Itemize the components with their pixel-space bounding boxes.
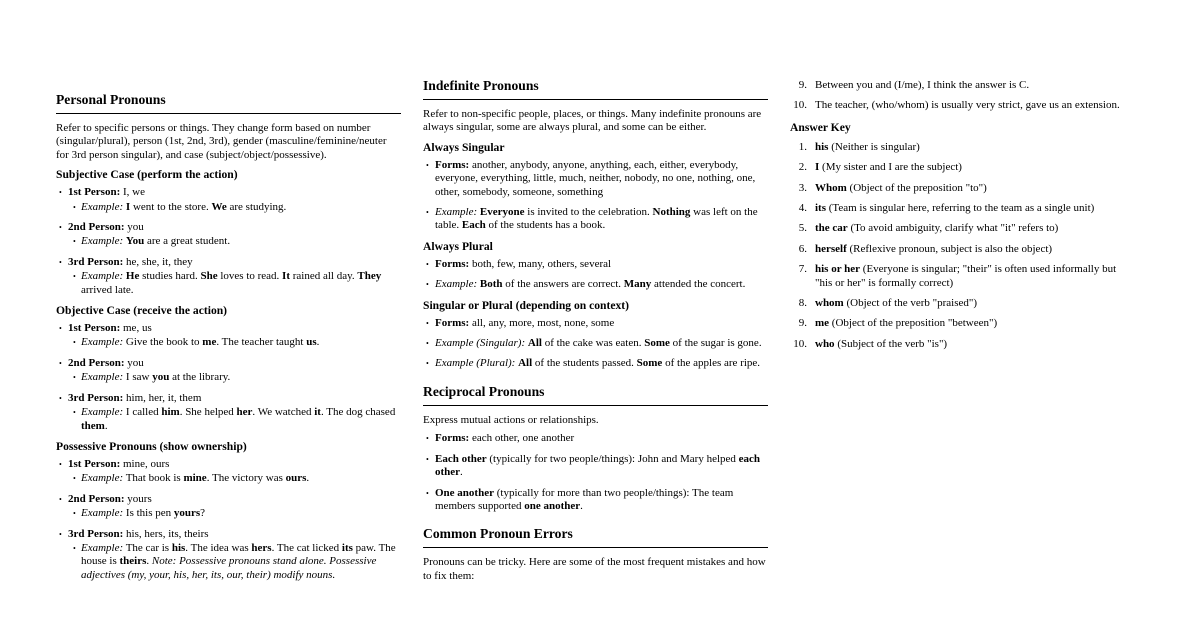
- column-answer-key: [790, 79, 1135, 358]
- practice-item-text: The teacher, (who/whom) is usually very strict, gave us an extension.: [815, 99, 1120, 112]
- example-item: [68, 406, 401, 433]
- answer-text: herself (Reflexive pronoun, subject is also the object): [815, 242, 1053, 255]
- bullet-item: [423, 159, 768, 199]
- bullet-text: One another (typically for more than two people/things): The team members supported one another.: [435, 486, 734, 512]
- intro-common-pronoun-errors: Pronouns can be tricky. Here are some of the most frequent mistakes and how to fix them:: [423, 556, 766, 582]
- answer-text: its (Team is singular here, referring to the team as a single unit): [815, 202, 1095, 215]
- bullet-text: 1st Person: I, we: [68, 186, 145, 199]
- bullet-text: Example: Both of the answers are correct. Many attended the concert.: [435, 278, 746, 291]
- example-text: Example: You are a great student.: [81, 235, 231, 248]
- heading-subjective-case: Subjective Case (perform the action): [56, 168, 238, 182]
- answer-number: 10.: [793, 337, 807, 350]
- example-text: Example: I saw you at the library.: [81, 371, 231, 384]
- bullet-text: 3rd Person: his, hers, its, theirs: [68, 527, 209, 540]
- bullet-item: [56, 528, 401, 583]
- answer-number: 6.: [798, 242, 807, 255]
- answer-text: I (My sister and I are the subject): [815, 161, 962, 174]
- heading-always-singular: Always Singular: [423, 140, 505, 154]
- example-text: Example: The car is his. The idea was hers. The cat licked its paw. The house is theirs. Note: Possessive pronouns stand alone. Possessive adjectives (my, your, his, her, its, our, their) modify nouns.: [81, 541, 396, 581]
- bullet-item: [56, 357, 401, 385]
- intro-personal-pronouns: Refer to specific persons or things. They change form based on number (singular/plural), person (1st, 2nd, 3rd), gender (masculine/feminine/neuter for 3rd person singular), and case (subject/object/possessive).: [56, 122, 387, 161]
- example-text: Example: Is this pen yours?: [81, 507, 206, 520]
- bullet-text: Example (Singular): All of the cake was eaten. Some of the sugar is gone.: [435, 337, 762, 350]
- answer-row: [790, 243, 1135, 256]
- answer-row: [790, 161, 1135, 174]
- column-indefinite-pronouns: [423, 78, 768, 588]
- answer-number: 1.: [798, 140, 807, 153]
- answer-row: [790, 141, 1135, 154]
- example-item: [68, 507, 401, 520]
- heading-personal-pronouns: Personal Pronouns: [56, 92, 401, 114]
- bullet-item: [56, 392, 401, 433]
- heading-reciprocal-pronouns: Reciprocal Pronouns: [423, 384, 768, 406]
- bullet-item: [423, 278, 768, 291]
- singular-or-plural-list: [423, 317, 768, 371]
- reciprocal-list: [423, 432, 768, 513]
- bullet-text: Each other (typically for two people/things): John and Mary helped each other.: [435, 452, 761, 479]
- bullet-item: [423, 357, 768, 370]
- always-singular-list: [423, 159, 768, 233]
- column-personal-pronouns: [56, 92, 401, 589]
- example-text: Example: He studies hard. She loves to read. It rained all day. They arrived late.: [81, 270, 382, 296]
- answer-number: 7.: [798, 263, 807, 276]
- answer-text: his or her (Everyone is singular; "their" is often used informally but "his or her" is formally correct): [815, 263, 1117, 289]
- practice-item: [790, 99, 1135, 112]
- answer-text: his (Neither is singular): [815, 140, 920, 153]
- bullet-text: Forms: all, any, more, most, none, some: [435, 316, 615, 329]
- bullet-item: [56, 322, 401, 350]
- bullet-item: [423, 453, 768, 480]
- bullet-item: [56, 186, 401, 214]
- bullet-item: [56, 493, 401, 521]
- bullet-item: [423, 432, 768, 445]
- answer-number: 2.: [798, 161, 807, 174]
- bullet-text: 2nd Person: you: [68, 221, 144, 234]
- answer-row: [790, 297, 1135, 310]
- heading-common-pronoun-errors: Common Pronoun Errors: [423, 526, 768, 548]
- answer-row: [790, 317, 1135, 330]
- subjective-case-list: [56, 186, 401, 297]
- bullet-item: [423, 317, 768, 330]
- answer-row: [790, 182, 1135, 195]
- example-item: [68, 472, 401, 485]
- example-item: [68, 270, 401, 297]
- bullet-text: 2nd Person: yours: [68, 492, 152, 505]
- heading-always-plural: Always Plural: [423, 239, 493, 253]
- bullet-text: 3rd Person: he, she, it, they: [68, 255, 193, 268]
- answer-number: 3.: [798, 181, 807, 194]
- answer-text: me (Object of the preposition "between"): [815, 317, 998, 330]
- answer-text: who (Subject of the verb "is"): [815, 337, 948, 350]
- bullet-text: 1st Person: mine, ours: [68, 457, 170, 470]
- practice-item-text: Between you and (I/me), I think the answer is C.: [815, 79, 1030, 91]
- always-plural-list: [423, 258, 768, 292]
- intro-reciprocal-pronouns: Express mutual actions or relationships.: [423, 413, 599, 426]
- bullet-text: Forms: each other, one another: [435, 432, 575, 445]
- bullet-item: [423, 487, 768, 514]
- example-item: [68, 371, 401, 384]
- answer-row: [790, 263, 1135, 290]
- heading-possessive-pronouns: Possessive Pronouns (show ownership): [56, 439, 247, 453]
- bullet-text: 2nd Person: you: [68, 356, 144, 369]
- heading-objective-case: Objective Case (receive the action): [56, 304, 228, 318]
- example-item: [68, 235, 401, 248]
- practice-item-number: 10.: [793, 99, 807, 112]
- answer-number: 4.: [798, 202, 807, 215]
- answer-number: 5.: [798, 222, 807, 235]
- answer-text: whom (Object of the verb "praised"): [815, 297, 978, 310]
- heading-indefinite-pronouns: Indefinite Pronouns: [423, 78, 768, 100]
- bullet-item: [423, 258, 768, 271]
- bullet-text: Forms: both, few, many, others, several: [435, 257, 612, 270]
- bullet-text: 1st Person: me, us: [68, 322, 152, 335]
- example-text: Example: Give the book to me. The teacher taught us.: [81, 336, 320, 349]
- bullet-text: Example (Plural): All of the students passed. Some of the apples are ripe.: [435, 357, 761, 370]
- bullet-item: [56, 458, 401, 486]
- answer-row: [790, 222, 1135, 235]
- example-item: [68, 201, 401, 214]
- heading-answer-key: Answer Key: [790, 120, 851, 134]
- bullet-item: [56, 221, 401, 249]
- example-text: Example: I went to the store. We are studying.: [81, 200, 287, 213]
- bullet-item: [423, 206, 768, 233]
- practice-item-number: 9.: [798, 79, 807, 91]
- example-text: Example: That book is mine. The victory was ours.: [81, 472, 310, 485]
- answer-text: the car (To avoid ambiguity, clarify what "it" refers to): [815, 222, 1059, 235]
- answer-row: [790, 202, 1135, 215]
- intro-indefinite-pronouns: Refer to non-specific people, places, or things. Many indefinite pronouns are always singular, some are always plural, and some can be either.: [423, 108, 762, 134]
- bullet-text: Example: Everyone is invited to the celebration. Nothing was left on the table. Each of the students has a book.: [435, 206, 758, 232]
- practice-item: [790, 79, 1135, 92]
- answer-row: [790, 338, 1135, 351]
- example-item: [68, 336, 401, 349]
- example-text: Example: I called him. She helped her. We watched it. The dog chased them.: [81, 406, 396, 432]
- bullet-item: [56, 256, 401, 297]
- answer-number: 9.: [798, 317, 807, 330]
- bullet-text: 3rd Person: him, her, it, them: [68, 391, 202, 404]
- objective-case-list: [56, 322, 401, 433]
- possessive-pronouns-list: [56, 458, 401, 582]
- answer-text: Whom (Object of the preposition "to"): [815, 181, 987, 194]
- bullet-text: Forms: another, anybody, anyone, anything, each, either, everybody, everyone, everything, little, much, neither, nobody, no one, nothing, one, other, somebody, someone, something: [435, 158, 756, 198]
- heading-singular-or-plural: Singular or Plural (depending on context): [423, 298, 630, 312]
- example-item: [68, 542, 401, 582]
- bullet-item: [423, 337, 768, 350]
- answer-number: 8.: [798, 297, 807, 310]
